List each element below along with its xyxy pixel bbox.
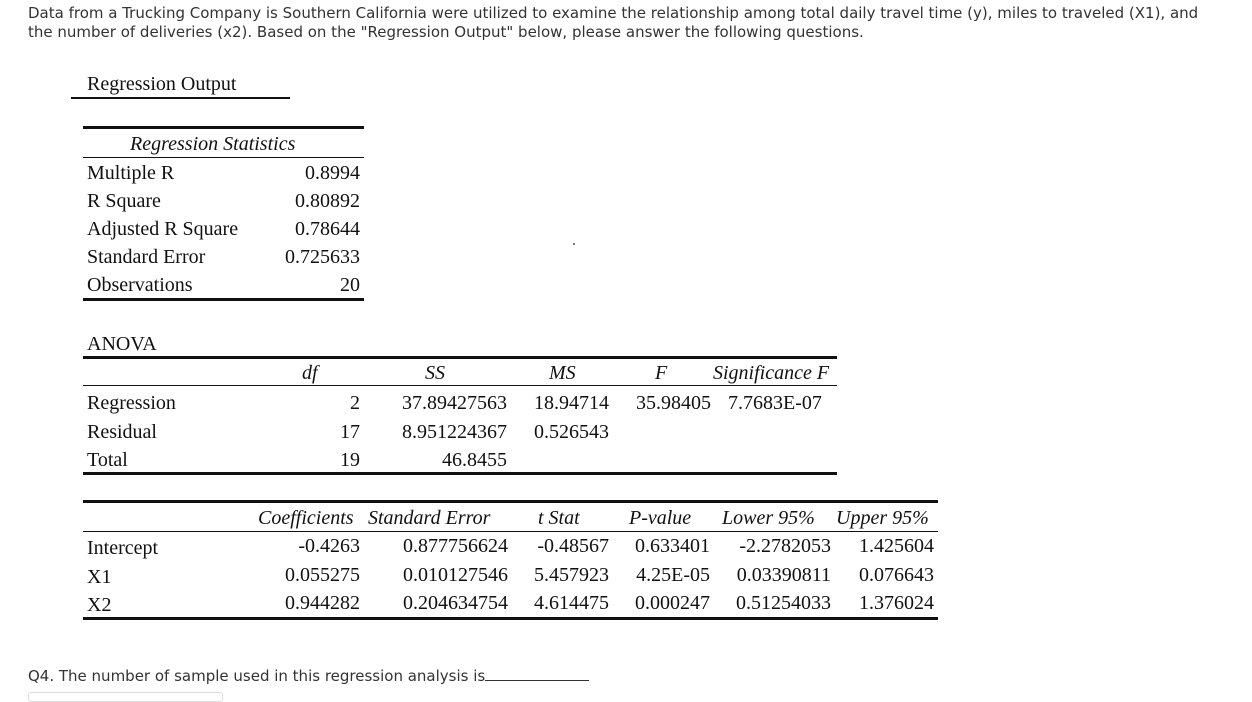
coef-header-lower-95: Lower 95% <box>722 507 815 529</box>
coef-se-x2: 0.204634754 <box>403 592 508 614</box>
coef-header-upper-95: Upper 95% <box>836 507 929 529</box>
coef-header-t-stat: t Stat <box>538 507 580 529</box>
coef-value-x2: 0.944282 <box>285 592 360 614</box>
coef-value-intercept: -0.4263 <box>298 535 360 557</box>
coef-upper-x2: 1.376024 <box>859 592 934 614</box>
anova-header-ms: MS <box>549 362 576 384</box>
anova-ss-residual: 8.951224367 <box>402 421 507 443</box>
answer-blank <box>485 667 589 681</box>
coef-lower-x2: 0.51254033 <box>736 592 831 614</box>
anova-label-total: Total <box>87 449 128 471</box>
stat-label-adjusted-r-square: Adjusted R Square <box>87 218 239 240</box>
anova-df-regression: 2 <box>350 392 360 414</box>
coef-p-x2: 0.000247 <box>635 592 710 614</box>
intro-paragraph: Data from a Trucking Company is Southern California were utilized to examine the relationship among total daily travel time (y), miles to traveled (X1), and the number of deliveries (x2). Based on the "Regression Output" below, please answer the following questions. <box>28 4 1199 41</box>
coef-header-coefficients: Coefficients <box>258 507 354 529</box>
coef-header-p-value: P-value <box>629 507 692 529</box>
coef-upper-intercept: 1.425604 <box>859 535 934 557</box>
stats-top-rule <box>83 126 364 129</box>
coef-label-x2: X2 <box>87 594 112 616</box>
anova-df-total: 19 <box>340 449 360 471</box>
stat-value-observations: 20 <box>340 274 360 296</box>
question-q4 <box>28 667 589 685</box>
anova-ss-regression: 37.89427563 <box>402 392 507 414</box>
stats-bottom-rule <box>83 298 364 301</box>
anova-f-regression: 35.98405 <box>636 392 711 414</box>
anova-bottom-rule <box>83 472 837 475</box>
anova-label-residual: Residual <box>87 421 157 443</box>
stat-label-standard-error: Standard Error <box>87 246 206 268</box>
coef-value-x1: 0.055275 <box>285 564 360 586</box>
regression-output-title: Regression Output <box>87 73 237 95</box>
coef-label-intercept: Intercept <box>87 537 159 559</box>
question-text: Q4. The number of sample used in this regression analysis is <box>28 667 486 685</box>
stat-value-standard-error: 0.725633 <box>285 246 360 268</box>
coef-label-x1: X1 <box>87 566 112 588</box>
coef-lower-x1: 0.03390811 <box>736 564 831 586</box>
coef-t-x1: 5.457923 <box>534 564 609 586</box>
anova-ms-regression: 18.94714 <box>534 392 609 414</box>
anova-sig-regression: 7.7683E-07 <box>728 392 822 414</box>
coef-top-rule <box>83 500 938 503</box>
coef-p-intercept: 0.633401 <box>635 535 710 557</box>
coef-header-standard-error: Standard Error <box>368 507 491 529</box>
anova-ms-residual: 0.526543 <box>534 421 609 443</box>
anova-header-df: df <box>302 362 318 384</box>
coef-upper-x1: 0.076643 <box>859 564 934 586</box>
regression-statistics-header: Regression Statistics <box>130 133 296 155</box>
stat-label-multiple-r: Multiple R <box>87 162 175 184</box>
anova-header-significance-f: Significance F <box>713 362 830 384</box>
anova-header-rule <box>83 385 837 386</box>
coef-se-intercept: 0.877756624 <box>403 535 508 557</box>
coef-t-intercept: -0.48567 <box>537 535 609 557</box>
answer-input[interactable] <box>28 692 223 702</box>
anova-ss-total: 46.8455 <box>442 449 507 471</box>
coef-t-x2: 4.614475 <box>534 592 609 614</box>
stat-value-multiple-r: 0.8994 <box>305 162 360 184</box>
stat-value-adjusted-r-square: 0.78644 <box>295 218 360 240</box>
anova-top-rule <box>83 356 837 359</box>
coef-p-x1: 4.25E-05 <box>636 564 710 586</box>
coef-lower-intercept: -2.2782053 <box>739 535 831 557</box>
title-underline <box>71 97 290 99</box>
stat-label-observations: Observations <box>87 274 193 296</box>
stats-header-rule <box>83 157 364 158</box>
anova-header-ss: SS <box>425 362 445 384</box>
coef-bottom-rule <box>83 617 938 620</box>
stat-value-r-square: 0.80892 <box>295 190 360 212</box>
anova-df-residual: 17 <box>340 421 360 443</box>
anova-header-f: F <box>655 362 668 384</box>
stat-label-r-square: R Square <box>87 190 161 212</box>
coef-header-rule <box>83 531 938 532</box>
coef-se-x1: 0.010127546 <box>403 564 508 586</box>
stray-dot <box>573 243 575 245</box>
anova-title: ANOVA <box>87 333 157 355</box>
anova-label-regression: Regression <box>87 392 176 414</box>
